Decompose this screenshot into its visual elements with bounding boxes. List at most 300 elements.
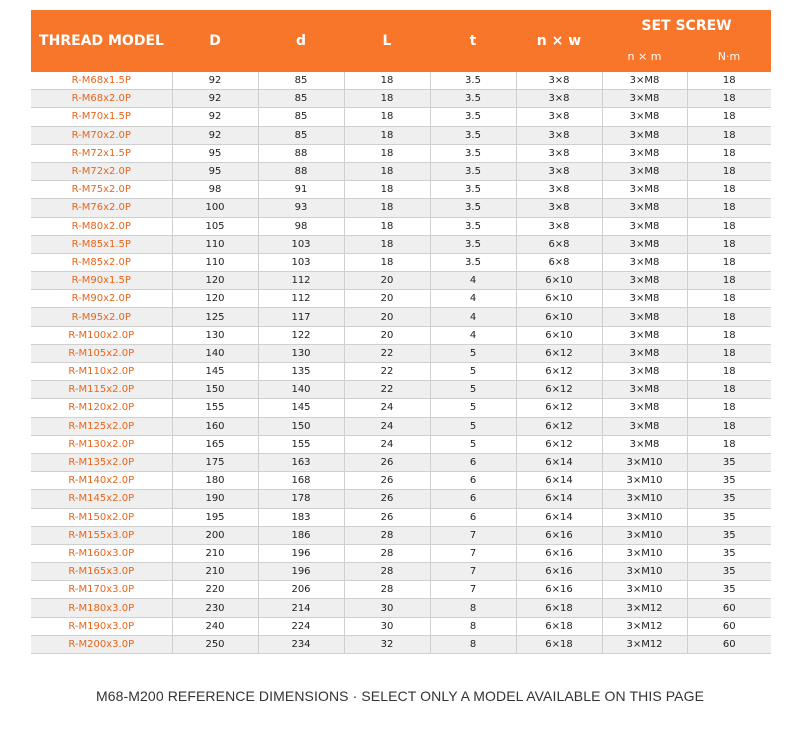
d-cell: 145 [258, 399, 344, 417]
d-cell: 163 [258, 453, 344, 471]
n-w-cell: 6×12 [516, 435, 602, 453]
D-cell: 210 [172, 544, 258, 562]
table-row [31, 599, 771, 617]
table-row [31, 326, 771, 344]
L-cell: 32 [344, 635, 430, 653]
t-cell: 5 [430, 344, 516, 362]
torque-cell: 18 [687, 417, 771, 435]
thread-model-cell: R-M125x2.0P [31, 417, 172, 435]
n-m-cell: 3×M12 [602, 635, 687, 653]
t-cell: 3.5 [430, 235, 516, 253]
torque-cell: 18 [687, 72, 771, 90]
D-cell: 240 [172, 617, 258, 635]
table-row [31, 253, 771, 271]
n-m-cell: 3×M8 [602, 90, 687, 108]
L-cell: 18 [344, 181, 430, 199]
n-w-cell: 3×8 [516, 108, 602, 126]
D-cell: 92 [172, 108, 258, 126]
D-cell: 140 [172, 344, 258, 362]
L-cell: 24 [344, 399, 430, 417]
n-m-cell: 3×M10 [602, 453, 687, 471]
L-cell: 20 [344, 272, 430, 290]
n-w-cell: 6×16 [516, 544, 602, 562]
D-cell: 110 [172, 235, 258, 253]
D-cell: 105 [172, 217, 258, 235]
torque-cell: 35 [687, 472, 771, 490]
thread-model-cell: R-M85x2.0P [31, 253, 172, 271]
D-cell: 210 [172, 563, 258, 581]
table-row [31, 490, 771, 508]
table-row [31, 217, 771, 235]
torque-cell: 60 [687, 617, 771, 635]
L-cell: 28 [344, 544, 430, 562]
D-cell: 100 [172, 199, 258, 217]
table-row [31, 162, 771, 180]
n-m-cell: 3×M10 [602, 563, 687, 581]
thread-model-cell: R-M165x3.0P [31, 563, 172, 581]
L-cell: 18 [344, 144, 430, 162]
t-cell: 5 [430, 381, 516, 399]
D-cell: 120 [172, 290, 258, 308]
n-w-cell: 6×14 [516, 490, 602, 508]
d-cell: 93 [258, 199, 344, 217]
thread-model-cell: R-M75x2.0P [31, 181, 172, 199]
d-cell: 88 [258, 162, 344, 180]
torque-cell: 18 [687, 435, 771, 453]
t-cell: 3.5 [430, 253, 516, 271]
D-cell: 165 [172, 435, 258, 453]
torque-cell: 18 [687, 235, 771, 253]
d-cell: 150 [258, 417, 344, 435]
table-row [31, 144, 771, 162]
torque-cell: 18 [687, 290, 771, 308]
header-n-m: n × m [602, 41, 687, 72]
n-m-cell: 3×M8 [602, 417, 687, 435]
thread-model-cell: R-M135x2.0P [31, 453, 172, 471]
d-cell: 155 [258, 435, 344, 453]
t-cell: 7 [430, 544, 516, 562]
L-cell: 20 [344, 290, 430, 308]
n-m-cell: 3×M10 [602, 581, 687, 599]
D-cell: 250 [172, 635, 258, 653]
D-cell: 125 [172, 308, 258, 326]
table-row [31, 363, 771, 381]
t-cell: 6 [430, 453, 516, 471]
table-row [31, 181, 771, 199]
t-cell: 3.5 [430, 199, 516, 217]
torque-cell: 18 [687, 162, 771, 180]
t-cell: 4 [430, 290, 516, 308]
torque-cell: 18 [687, 126, 771, 144]
L-cell: 18 [344, 217, 430, 235]
n-m-cell: 3×M10 [602, 526, 687, 544]
d-cell: 196 [258, 563, 344, 581]
L-cell: 18 [344, 108, 430, 126]
D-cell: 110 [172, 253, 258, 271]
L-cell: 18 [344, 72, 430, 90]
n-m-cell: 3×M8 [602, 199, 687, 217]
thread-model-cell: R-M115x2.0P [31, 381, 172, 399]
L-cell: 18 [344, 90, 430, 108]
thread-model-cell: R-M76x2.0P [31, 199, 172, 217]
L-cell: 24 [344, 435, 430, 453]
t-cell: 3.5 [430, 162, 516, 180]
t-cell: 3.5 [430, 72, 516, 90]
n-m-cell: 3×M8 [602, 162, 687, 180]
table-row [31, 472, 771, 490]
thread-model-cell: R-M105x2.0P [31, 344, 172, 362]
torque-cell: 18 [687, 381, 771, 399]
thread-model-cell: R-M145x2.0P [31, 490, 172, 508]
n-m-cell: 3×M8 [602, 399, 687, 417]
t-cell: 5 [430, 417, 516, 435]
D-cell: 145 [172, 363, 258, 381]
n-w-cell: 6×12 [516, 417, 602, 435]
footer-caption: M68-M200 REFERENCE DIMENSIONS · SELECT ONLY A MODEL AVAILABLE ON THIS PAGE [95, 688, 705, 704]
d-cell: 135 [258, 363, 344, 381]
table-row [31, 581, 771, 599]
D-cell: 155 [172, 399, 258, 417]
torque-cell: 60 [687, 635, 771, 653]
n-m-cell: 3×M8 [602, 181, 687, 199]
n-m-cell: 3×M8 [602, 381, 687, 399]
n-m-cell: 3×M8 [602, 217, 687, 235]
n-m-cell: 3×M8 [602, 72, 687, 90]
d-cell: 186 [258, 526, 344, 544]
n-w-cell: 6×12 [516, 381, 602, 399]
thread-model-cell: R-M190x3.0P [31, 617, 172, 635]
L-cell: 20 [344, 326, 430, 344]
n-m-cell: 3×M8 [602, 126, 687, 144]
thread-model-cell: R-M180x3.0P [31, 599, 172, 617]
table-row [31, 508, 771, 526]
t-cell: 8 [430, 617, 516, 635]
torque-cell: 18 [687, 399, 771, 417]
table-row [31, 399, 771, 417]
table-row [31, 272, 771, 290]
n-w-cell: 3×8 [516, 217, 602, 235]
torque-cell: 35 [687, 563, 771, 581]
n-w-cell: 6×12 [516, 344, 602, 362]
thread-model-cell: R-M68x2.0P [31, 90, 172, 108]
torque-cell: 35 [687, 490, 771, 508]
D-cell: 92 [172, 90, 258, 108]
n-w-cell: 6×18 [516, 599, 602, 617]
D-cell: 200 [172, 526, 258, 544]
n-m-cell: 3×M8 [602, 363, 687, 381]
n-w-cell: 6×8 [516, 253, 602, 271]
L-cell: 30 [344, 617, 430, 635]
d-cell: 85 [258, 126, 344, 144]
table-row [31, 72, 771, 90]
thread-model-cell: R-M95x2.0P [31, 308, 172, 326]
torque-cell: 18 [687, 90, 771, 108]
t-cell: 8 [430, 635, 516, 653]
n-m-cell: 3×M8 [602, 344, 687, 362]
table-row [31, 199, 771, 217]
torque-cell: 35 [687, 581, 771, 599]
n-w-cell: 6×10 [516, 272, 602, 290]
table-row [31, 563, 771, 581]
D-cell: 130 [172, 326, 258, 344]
thread-model-cell: R-M72x1.5P [31, 144, 172, 162]
n-m-cell: 3×M8 [602, 272, 687, 290]
header-d: d [258, 10, 344, 72]
thread-model-cell: R-M200x3.0P [31, 635, 172, 653]
L-cell: 26 [344, 508, 430, 526]
d-cell: 103 [258, 253, 344, 271]
thread-model-cell: R-M130x2.0P [31, 435, 172, 453]
n-m-cell: 3×M12 [602, 599, 687, 617]
n-m-cell: 3×M8 [602, 290, 687, 308]
d-cell: 130 [258, 344, 344, 362]
L-cell: 18 [344, 253, 430, 271]
n-m-cell: 3×M8 [602, 435, 687, 453]
torque-cell: 35 [687, 544, 771, 562]
t-cell: 6 [430, 508, 516, 526]
t-cell: 3.5 [430, 108, 516, 126]
n-w-cell: 6×8 [516, 235, 602, 253]
L-cell: 22 [344, 344, 430, 362]
D-cell: 92 [172, 126, 258, 144]
n-m-cell: 3×M8 [602, 108, 687, 126]
table-row [31, 526, 771, 544]
thread-model-cell: R-M140x2.0P [31, 472, 172, 490]
D-cell: 150 [172, 381, 258, 399]
D-cell: 95 [172, 144, 258, 162]
torque-cell: 18 [687, 308, 771, 326]
torque-cell: 18 [687, 217, 771, 235]
D-cell: 120 [172, 272, 258, 290]
L-cell: 26 [344, 453, 430, 471]
thread-model-cell: R-M120x2.0P [31, 399, 172, 417]
d-cell: 234 [258, 635, 344, 653]
L-cell: 28 [344, 563, 430, 581]
table-row [31, 108, 771, 126]
t-cell: 5 [430, 435, 516, 453]
d-cell: 85 [258, 108, 344, 126]
table-body [31, 72, 771, 654]
t-cell: 4 [430, 326, 516, 344]
table-row [31, 435, 771, 453]
t-cell: 3.5 [430, 144, 516, 162]
torque-cell: 18 [687, 144, 771, 162]
table-row [31, 417, 771, 435]
D-cell: 98 [172, 181, 258, 199]
n-w-cell: 6×14 [516, 508, 602, 526]
table-row [31, 126, 771, 144]
D-cell: 220 [172, 581, 258, 599]
thread-spec-table [31, 10, 771, 654]
n-m-cell: 3×M8 [602, 326, 687, 344]
d-cell: 88 [258, 144, 344, 162]
thread-model-cell: R-M68x1.5P [31, 72, 172, 90]
torque-cell: 18 [687, 199, 771, 217]
n-m-cell: 3×M10 [602, 472, 687, 490]
thread-model-cell: R-M70x2.0P [31, 126, 172, 144]
table-row [31, 544, 771, 562]
t-cell: 7 [430, 563, 516, 581]
torque-cell: 35 [687, 508, 771, 526]
L-cell: 24 [344, 417, 430, 435]
L-cell: 18 [344, 162, 430, 180]
n-w-cell: 6×10 [516, 308, 602, 326]
torque-cell: 35 [687, 453, 771, 471]
t-cell: 5 [430, 363, 516, 381]
t-cell: 3.5 [430, 217, 516, 235]
thread-model-cell: R-M160x3.0P [31, 544, 172, 562]
t-cell: 6 [430, 472, 516, 490]
n-w-cell: 6×14 [516, 472, 602, 490]
table-row [31, 453, 771, 471]
n-m-cell: 3×M10 [602, 544, 687, 562]
L-cell: 18 [344, 235, 430, 253]
thread-model-cell: R-M72x2.0P [31, 162, 172, 180]
header-L: L [344, 10, 430, 72]
n-m-cell: 3×M10 [602, 508, 687, 526]
thread-model-cell: R-M155x3.0P [31, 526, 172, 544]
torque-cell: 18 [687, 272, 771, 290]
n-m-cell: 3×M12 [602, 617, 687, 635]
L-cell: 28 [344, 526, 430, 544]
torque-cell: 35 [687, 526, 771, 544]
D-cell: 195 [172, 508, 258, 526]
n-w-cell: 6×10 [516, 290, 602, 308]
D-cell: 175 [172, 453, 258, 471]
table-row [31, 617, 771, 635]
n-w-cell: 6×12 [516, 399, 602, 417]
d-cell: 112 [258, 290, 344, 308]
n-w-cell: 6×18 [516, 617, 602, 635]
L-cell: 22 [344, 363, 430, 381]
d-cell: 117 [258, 308, 344, 326]
table-row [31, 235, 771, 253]
L-cell: 20 [344, 308, 430, 326]
thread-model-cell: R-M70x1.5P [31, 108, 172, 126]
n-w-cell: 6×10 [516, 326, 602, 344]
d-cell: 196 [258, 544, 344, 562]
header-torque: N·m [687, 41, 771, 72]
table-header [31, 10, 771, 72]
table-row [31, 344, 771, 362]
d-cell: 85 [258, 90, 344, 108]
d-cell: 85 [258, 72, 344, 90]
header-set-screw: SET SCREW [602, 10, 771, 41]
L-cell: 26 [344, 490, 430, 508]
d-cell: 178 [258, 490, 344, 508]
D-cell: 160 [172, 417, 258, 435]
n-w-cell: 3×8 [516, 72, 602, 90]
n-m-cell: 3×M10 [602, 490, 687, 508]
D-cell: 92 [172, 72, 258, 90]
torque-cell: 18 [687, 363, 771, 381]
header-t: t [430, 10, 516, 72]
t-cell: 3.5 [430, 90, 516, 108]
table-row [31, 635, 771, 653]
thread-model-cell: R-M150x2.0P [31, 508, 172, 526]
n-w-cell: 3×8 [516, 181, 602, 199]
table-row [31, 290, 771, 308]
n-w-cell: 6×14 [516, 453, 602, 471]
n-w-cell: 6×18 [516, 635, 602, 653]
torque-cell: 18 [687, 344, 771, 362]
t-cell: 5 [430, 399, 516, 417]
d-cell: 98 [258, 217, 344, 235]
n-w-cell: 6×16 [516, 563, 602, 581]
n-w-cell: 3×8 [516, 144, 602, 162]
table-row [31, 308, 771, 326]
torque-cell: 18 [687, 253, 771, 271]
n-w-cell: 3×8 [516, 199, 602, 217]
t-cell: 8 [430, 599, 516, 617]
torque-cell: 18 [687, 108, 771, 126]
t-cell: 6 [430, 490, 516, 508]
header-thread-model: THREAD MODEL [31, 10, 172, 72]
n-w-cell: 6×16 [516, 581, 602, 599]
d-cell: 140 [258, 381, 344, 399]
thread-model-cell: R-M85x1.5P [31, 235, 172, 253]
thread-model-cell: R-M80x2.0P [31, 217, 172, 235]
d-cell: 224 [258, 617, 344, 635]
t-cell: 4 [430, 272, 516, 290]
header-n-w: n × w [516, 10, 602, 72]
d-cell: 91 [258, 181, 344, 199]
table-row [31, 381, 771, 399]
n-w-cell: 6×12 [516, 363, 602, 381]
d-cell: 112 [258, 272, 344, 290]
n-w-cell: 3×8 [516, 90, 602, 108]
D-cell: 95 [172, 162, 258, 180]
d-cell: 103 [258, 235, 344, 253]
torque-cell: 60 [687, 599, 771, 617]
n-w-cell: 3×8 [516, 162, 602, 180]
d-cell: 122 [258, 326, 344, 344]
D-cell: 230 [172, 599, 258, 617]
n-w-cell: 3×8 [516, 126, 602, 144]
L-cell: 26 [344, 472, 430, 490]
L-cell: 30 [344, 599, 430, 617]
n-m-cell: 3×M8 [602, 253, 687, 271]
spec-table-container [31, 10, 771, 654]
thread-model-cell: R-M100x2.0P [31, 326, 172, 344]
d-cell: 214 [258, 599, 344, 617]
D-cell: 190 [172, 490, 258, 508]
n-m-cell: 3×M8 [602, 308, 687, 326]
n-m-cell: 3×M8 [602, 235, 687, 253]
thread-model-cell: R-M170x3.0P [31, 581, 172, 599]
d-cell: 183 [258, 508, 344, 526]
torque-cell: 18 [687, 181, 771, 199]
table-row [31, 90, 771, 108]
thread-model-cell: R-M90x2.0P [31, 290, 172, 308]
t-cell: 3.5 [430, 181, 516, 199]
t-cell: 4 [430, 308, 516, 326]
torque-cell: 18 [687, 326, 771, 344]
d-cell: 206 [258, 581, 344, 599]
L-cell: 18 [344, 199, 430, 217]
t-cell: 3.5 [430, 126, 516, 144]
L-cell: 22 [344, 381, 430, 399]
D-cell: 180 [172, 472, 258, 490]
L-cell: 18 [344, 126, 430, 144]
d-cell: 168 [258, 472, 344, 490]
L-cell: 28 [344, 581, 430, 599]
thread-model-cell: R-M90x1.5P [31, 272, 172, 290]
n-m-cell: 3×M8 [602, 144, 687, 162]
header-D: D [172, 10, 258, 72]
t-cell: 7 [430, 581, 516, 599]
t-cell: 7 [430, 526, 516, 544]
